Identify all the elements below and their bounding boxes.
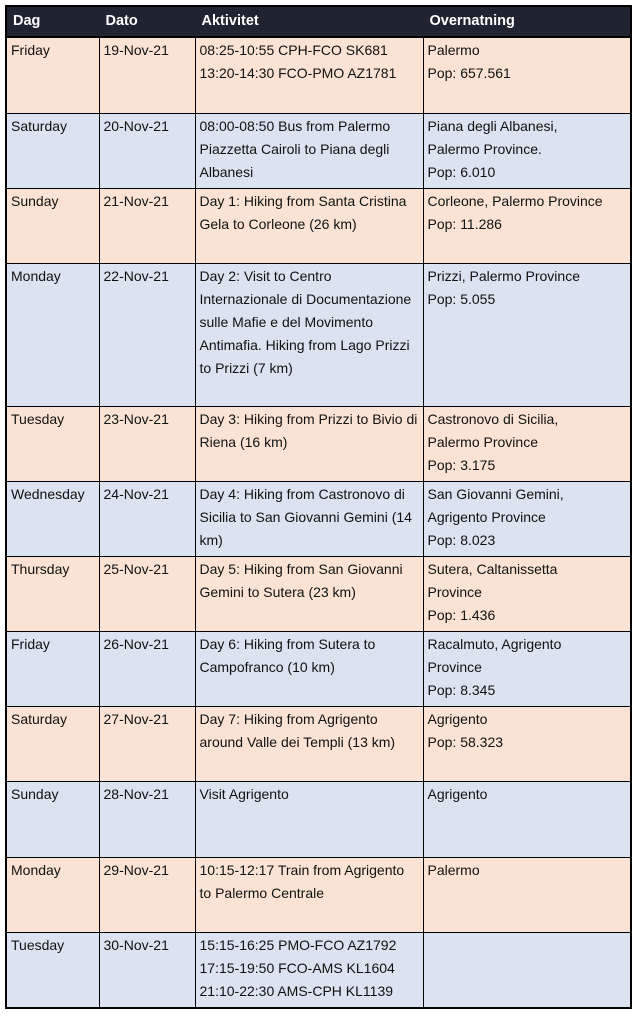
- cell-dato: 23-Nov-21: [99, 406, 195, 481]
- aktivitet-line: Day 4: Hiking from Castronovo di Sicilia to San Giovanni Gemini (14 km): [199, 485, 412, 548]
- overnatning-line: Pop: 11.286: [427, 215, 502, 232]
- cell-dato: 19-Nov-21: [99, 37, 195, 113]
- overnatning-line: Pop: 6.010: [427, 163, 496, 180]
- aktivitet-line: Day 7: Hiking from Agrigento around Valle dei Templi (13 km): [199, 710, 396, 750]
- aktivitet-line: Day 5: Hiking from San Giovanni Gemini to Sutera (23 km): [199, 560, 403, 600]
- cell-dato: 21-Nov-21: [99, 188, 195, 263]
- cell-dato: 27-Nov-21: [99, 706, 195, 781]
- aktivitet-line: Day 3: Hiking from Prizzi to Bivio di Riena (16 km): [199, 410, 418, 450]
- aktivitet-line: 17:15-19:50 FCO-AMS KL1604: [199, 959, 395, 976]
- cell-overnatning: [423, 263, 631, 406]
- table-row: [6, 932, 631, 1008]
- aktivitet-line: 08:00-08:50 Bus from Palermo Piazzetta Cairoli to Piana degli Albanesi: [199, 117, 391, 180]
- overnatning-line: Corleone, Palermo Province: [427, 192, 603, 209]
- cell-dag: Sunday: [6, 781, 99, 857]
- header-dag: Dag: [6, 6, 99, 37]
- cell-dag: Saturday: [6, 706, 99, 781]
- cell-dag: Sunday: [6, 188, 99, 263]
- overnatning-line: Pop: 8.023: [427, 531, 496, 548]
- overnatning-line: Palermo: [427, 861, 480, 878]
- overnatning-line: Palermo Province: [427, 433, 538, 450]
- overnatning-line: Pop: 5.055: [427, 290, 496, 307]
- overnatning-line: Piana degli Albanesi,: [427, 117, 558, 134]
- cell-dato: 22-Nov-21: [99, 263, 195, 406]
- table-header-row: [6, 6, 631, 37]
- cell-dag: Tuesday: [6, 406, 99, 481]
- header-overnatning: Overnatning: [423, 6, 631, 37]
- overnatning-line: Pop: 58.323: [427, 733, 504, 750]
- cell-overnatning: [423, 481, 631, 556]
- overnatning-line: Pop: 1.436: [427, 606, 496, 623]
- table-row: [6, 406, 631, 481]
- aktivitet-line: Day 2: Visit to Centro Internazionale di Documentazione sulle Mafie e del Movimento Antimafia. Hiking from Lago Prizzi to Prizzi (7 km): [199, 267, 412, 376]
- overnatning-line: Pop: 3.175: [427, 456, 496, 473]
- cell-dag: Wednesday: [6, 481, 99, 556]
- cell-aktivitet: [195, 188, 423, 263]
- table-row: [6, 631, 631, 706]
- cell-overnatning: [423, 706, 631, 781]
- cell-overnatning: [423, 631, 631, 706]
- table-row: [6, 188, 631, 263]
- cell-aktivitet: [195, 857, 423, 932]
- cell-dag: Saturday: [6, 113, 99, 188]
- cell-overnatning: [423, 932, 631, 1008]
- header-dato: Dato: [99, 6, 195, 37]
- cell-overnatning: [423, 781, 631, 857]
- overnatning-line: Castronovo di Sicilia,: [427, 410, 559, 427]
- cell-aktivitet: [195, 932, 423, 1008]
- cell-dato: 20-Nov-21: [99, 113, 195, 188]
- cell-dato: 25-Nov-21: [99, 556, 195, 631]
- table-row: [6, 781, 631, 857]
- overnatning-line: Pop: 8.345: [427, 681, 496, 698]
- cell-aktivitet: [195, 706, 423, 781]
- cell-overnatning: [423, 406, 631, 481]
- table-row: [6, 263, 631, 406]
- aktivitet-line: 21:10-22:30 AMS-CPH KL1139: [199, 982, 394, 999]
- overnatning-line: San Giovanni Gemini,: [427, 485, 564, 502]
- cell-overnatning: [423, 857, 631, 932]
- table-row: [6, 481, 631, 556]
- overnatning-line: Racalmuto, Agrigento: [427, 635, 562, 652]
- cell-aktivitet: [195, 37, 423, 113]
- cell-overnatning: [423, 37, 631, 113]
- table-row: [6, 113, 631, 188]
- cell-aktivitet: [195, 556, 423, 631]
- header-aktivitet: Aktivitet: [195, 6, 423, 37]
- cell-dag: Monday: [6, 263, 99, 406]
- aktivitet-line: Day 6: Hiking from Sutera to Campofranco (10 km): [199, 635, 376, 675]
- overnatning-line: Province: [427, 583, 482, 600]
- cell-aktivitet: [195, 113, 423, 188]
- overnatning-line: Prizzi, Palermo Province: [427, 267, 580, 284]
- overnatning-line: Province: [427, 658, 482, 675]
- overnatning-line: Palermo Province.: [427, 140, 542, 157]
- cell-dag: Monday: [6, 857, 99, 932]
- overnatning-line: Agrigento Province: [427, 508, 546, 525]
- table-row: [6, 857, 631, 932]
- aktivitet-line: 08:25-10:55 CPH-FCO SK681: [199, 42, 388, 58]
- cell-dag: Thursday: [6, 556, 99, 631]
- cell-dag: Tuesday: [6, 932, 99, 1008]
- itinerary-table: [5, 5, 632, 1009]
- cell-dag: Friday: [6, 631, 99, 706]
- cell-aktivitet: [195, 481, 423, 556]
- aktivitet-line: 15:15-16:25 PMO-FCO AZ1792: [199, 936, 397, 953]
- aktivitet-line: 13:20-14:30 FCO-PMO AZ1781: [199, 65, 397, 81]
- cell-overnatning: [423, 113, 631, 188]
- overnatning-line: Pop: 657.561: [427, 65, 511, 81]
- table-row: [6, 556, 631, 631]
- cell-overnatning: [423, 188, 631, 263]
- aktivitet-line: Day 1: Hiking from Santa Cristina Gela to Corleone (26 km): [199, 192, 407, 232]
- table-row: [6, 37, 631, 113]
- overnatning-line: Agrigento: [427, 710, 488, 727]
- cell-dato: 29-Nov-21: [99, 857, 195, 932]
- cell-dato: 24-Nov-21: [99, 481, 195, 556]
- cell-aktivitet: [195, 263, 423, 406]
- cell-overnatning: [423, 556, 631, 631]
- overnatning-line: Palermo: [427, 42, 480, 58]
- overnatning-line: Sutera, Caltanissetta: [427, 560, 558, 577]
- table-row: [6, 706, 631, 781]
- cell-aktivitet: [195, 631, 423, 706]
- cell-dato: 30-Nov-21: [99, 932, 195, 1008]
- aktivitet-line: 10:15-12:17 Train from Agrigento to Palermo Centrale: [199, 861, 405, 901]
- overnatning-line: Agrigento: [427, 785, 488, 802]
- cell-dato: 28-Nov-21: [99, 781, 195, 857]
- aktivitet-line: Visit Agrigento: [199, 785, 289, 802]
- cell-aktivitet: [195, 781, 423, 857]
- cell-aktivitet: [195, 406, 423, 481]
- cell-dag: Friday: [6, 37, 99, 113]
- cell-dato: 26-Nov-21: [99, 631, 195, 706]
